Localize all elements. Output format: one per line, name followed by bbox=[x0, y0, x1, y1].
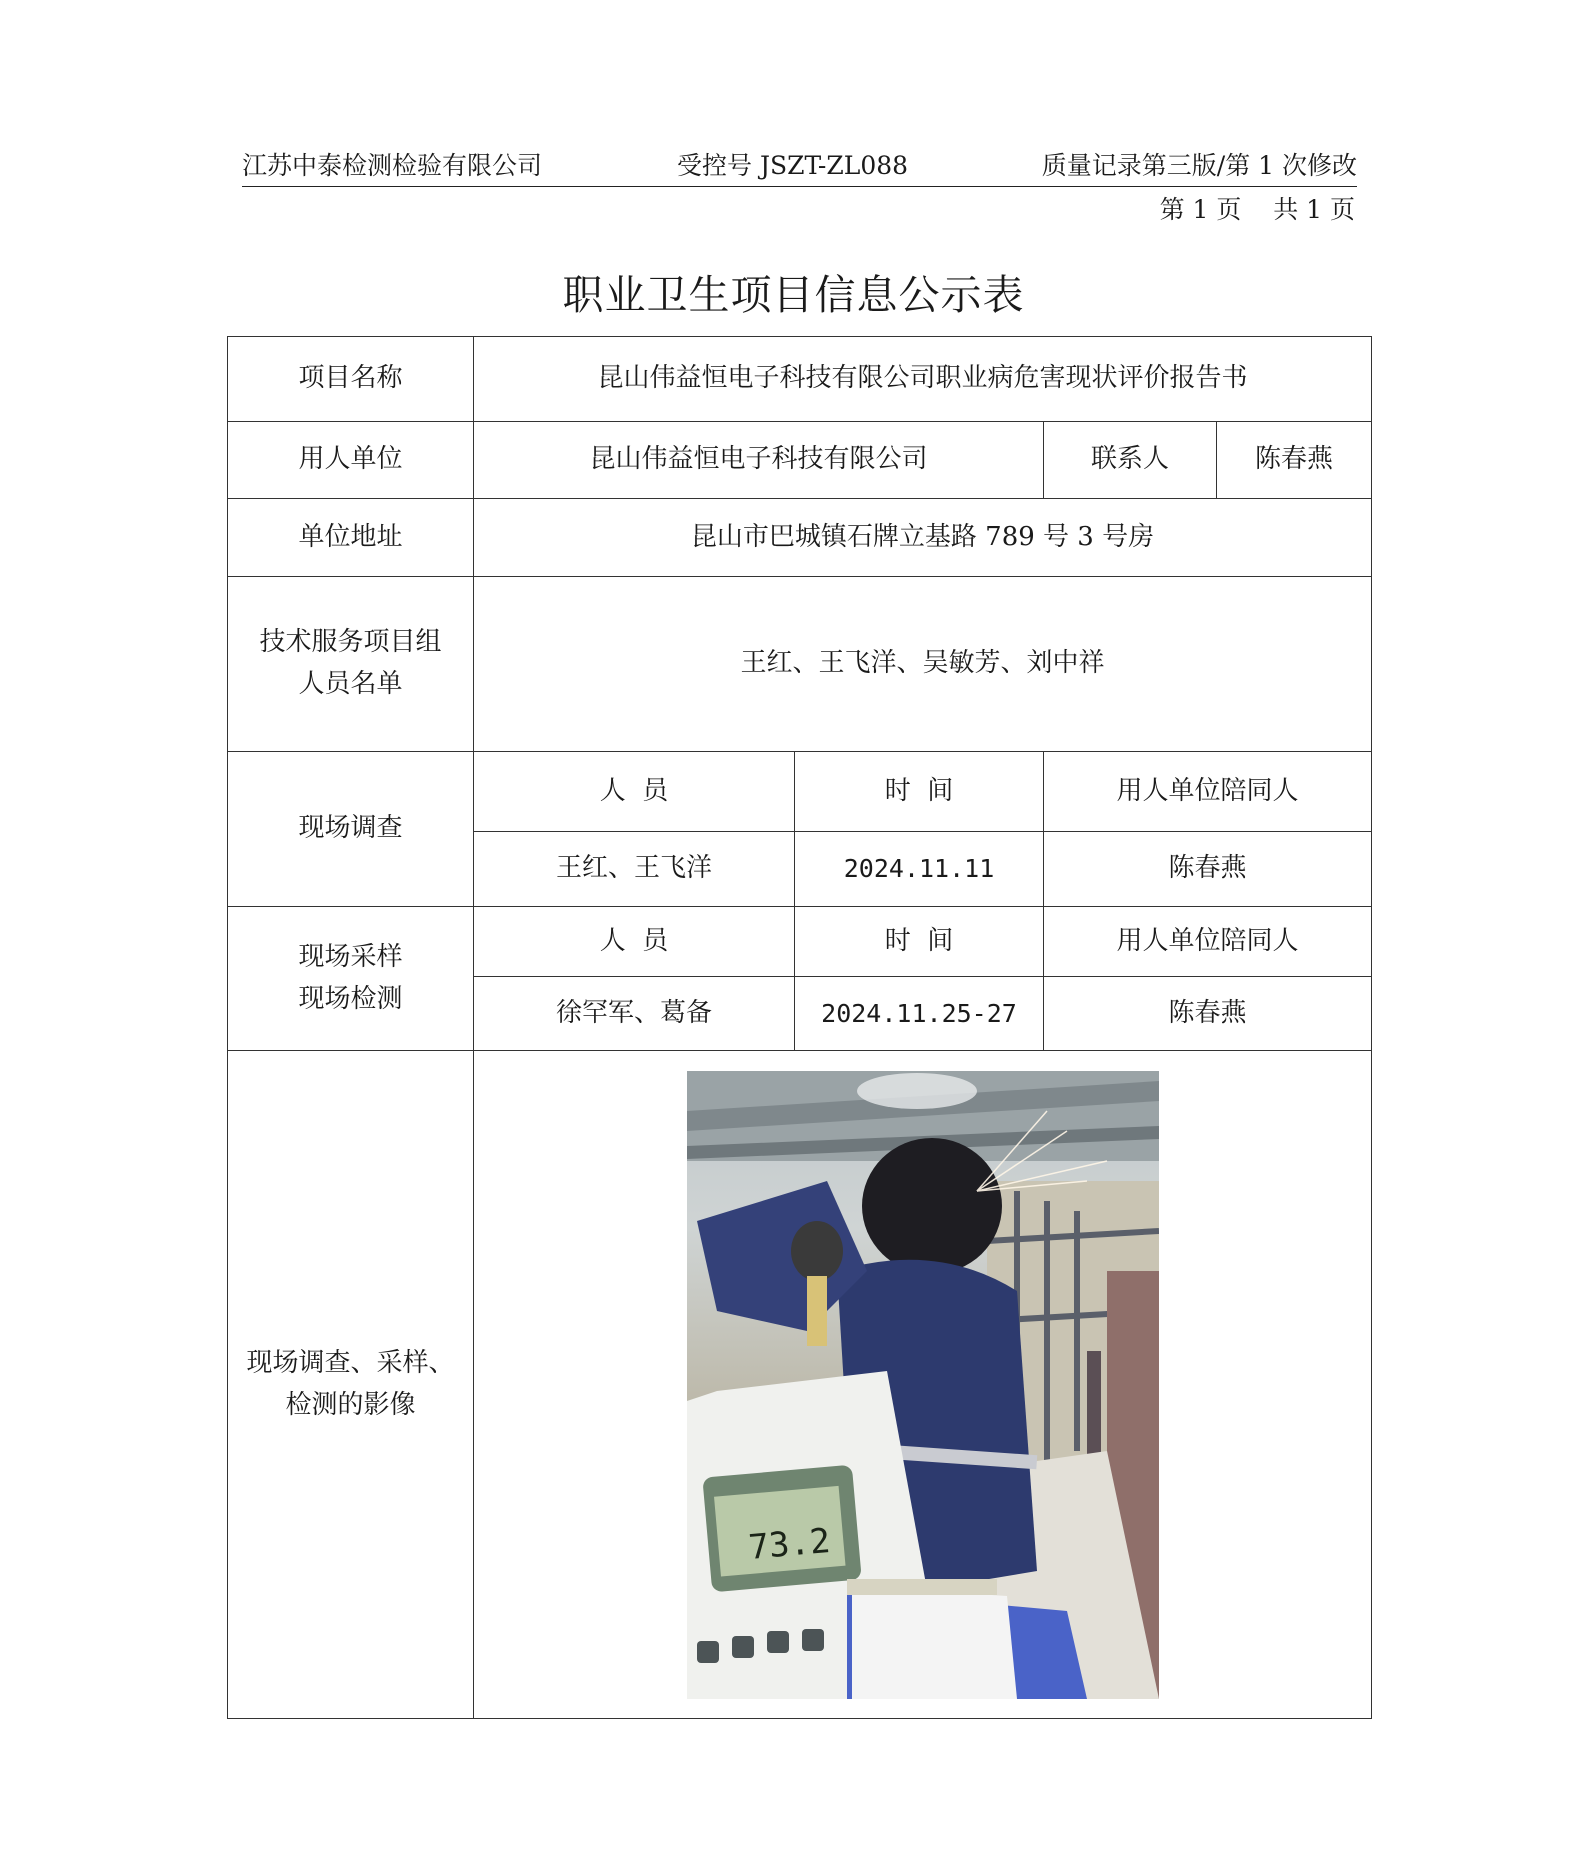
sampling-col-time: 时 间 bbox=[795, 907, 1044, 977]
header-control-number: 受控号 JSZT-ZL088 bbox=[677, 151, 909, 180]
images-row bbox=[228, 1051, 1372, 1719]
project-name-row bbox=[228, 337, 1372, 422]
survey-col-personnel: 人 员 bbox=[474, 752, 795, 832]
employer-row bbox=[228, 422, 1372, 499]
sampling-label-line1: 现场采样 bbox=[298, 941, 403, 972]
team-label-line1: 技术服务项目组 bbox=[259, 627, 442, 658]
images-label-line1: 现场调查、采样、 bbox=[246, 1347, 455, 1378]
images-label-line2: 检测的影像 bbox=[285, 1389, 416, 1420]
contact-label: 联系人 bbox=[1044, 422, 1217, 499]
project-name-value: 昆山伟益恒电子科技有限公司职业病危害现状评价报告书 bbox=[474, 337, 1372, 422]
sampling-header-row bbox=[228, 907, 1372, 977]
sampling-col-personnel: 人 员 bbox=[474, 907, 795, 977]
sampling-col-escort: 用人单位陪同人 bbox=[1044, 907, 1372, 977]
header-edition: 质量记录第三版/第 1 次修改 bbox=[1041, 151, 1357, 180]
team-value: 王红、王飞洋、吴敏芳、刘中祥 bbox=[474, 577, 1372, 752]
employer-value: 昆山伟益恒电子科技有限公司 bbox=[474, 422, 1044, 499]
site-photo bbox=[687, 1071, 1159, 1699]
team-row bbox=[228, 577, 1372, 752]
page-info: 第 1 页 共 1 页 bbox=[1159, 195, 1355, 224]
sampling-label-line2: 现场检测 bbox=[298, 983, 403, 1014]
survey-escort: 陈春燕 bbox=[1044, 832, 1372, 907]
survey-col-time: 时 间 bbox=[795, 752, 1044, 832]
header-company: 江苏中泰检测检验有限公司 bbox=[242, 151, 543, 180]
survey-col-escort: 用人单位陪同人 bbox=[1044, 752, 1372, 832]
address-label: 单位地址 bbox=[228, 499, 474, 577]
sampling-escort: 陈春燕 bbox=[1044, 977, 1372, 1051]
team-label bbox=[228, 577, 474, 752]
document-title: 职业卫生项目信息公示表 bbox=[562, 271, 1025, 319]
sampling-personnel: 徐罕军、葛备 bbox=[474, 977, 795, 1051]
images-label bbox=[228, 1051, 474, 1719]
sampling-label bbox=[228, 907, 474, 1051]
employer-label: 用人单位 bbox=[228, 422, 474, 499]
team-label-line2: 人员名单 bbox=[298, 669, 403, 699]
address-value: 昆山市巴城镇石牌立基路 789 号 3 号房 bbox=[474, 499, 1372, 577]
project-name-label: 项目名称 bbox=[228, 337, 474, 422]
meter-reading: 73.2 bbox=[746, 1520, 832, 1568]
survey-header-row bbox=[228, 752, 1372, 832]
site-photo-illustration bbox=[687, 1071, 1159, 1699]
sampling-time: 2024.11.25-27 bbox=[795, 977, 1044, 1051]
images-cell bbox=[474, 1051, 1372, 1719]
survey-label: 现场调查 bbox=[228, 752, 474, 907]
info-table bbox=[227, 336, 1372, 1719]
survey-time: 2024.11.11 bbox=[795, 832, 1044, 907]
survey-personnel: 王红、王飞洋 bbox=[474, 832, 795, 907]
contact-value: 陈春燕 bbox=[1217, 422, 1372, 499]
address-row bbox=[228, 499, 1372, 577]
document-header bbox=[242, 140, 1357, 187]
